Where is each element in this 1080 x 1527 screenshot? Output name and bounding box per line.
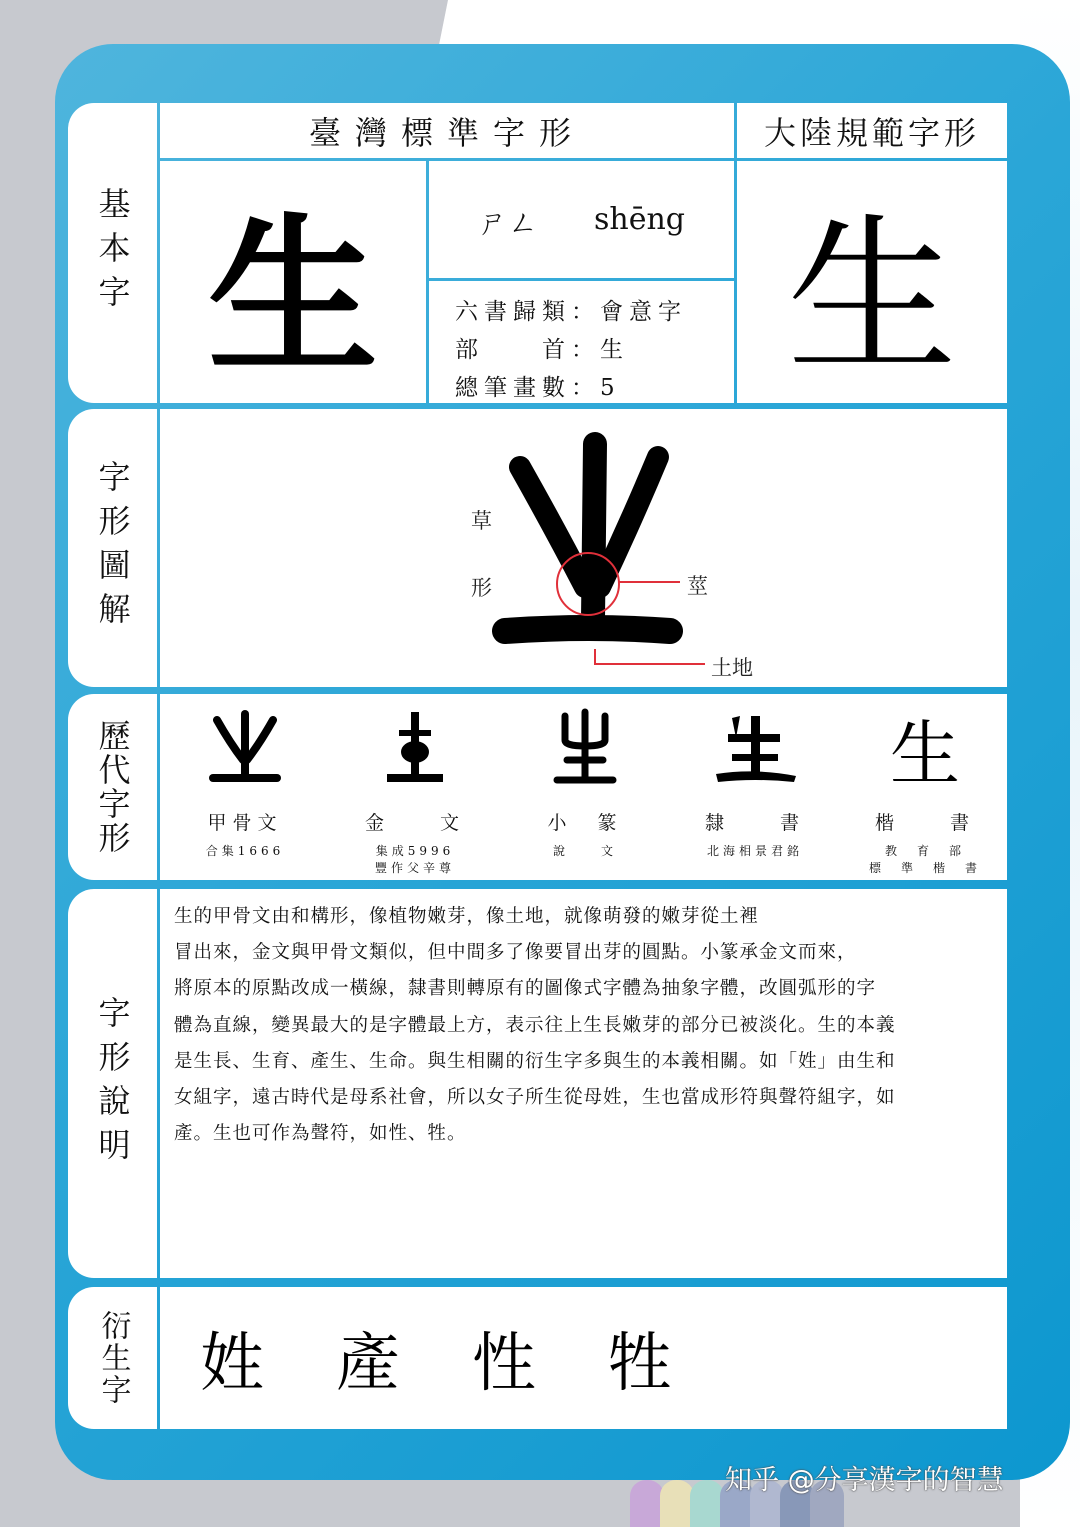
- derived-chars-panel: [160, 1287, 1007, 1429]
- form-regular-name: 楷 書: [874, 812, 975, 834]
- label-basic-char-text: 基本字: [93, 187, 132, 319]
- label-stem: 莖: [687, 574, 708, 598]
- form-small-seal-name: 小 篆: [547, 812, 623, 834]
- form-regular: [840, 694, 1010, 877]
- derived-char-xing-nature: 性: [472, 1327, 536, 1401]
- derived-char-sheng-livestock: 牲: [608, 1327, 672, 1401]
- clerical-glyph: [710, 708, 800, 788]
- explanation-line-2: 冒出來，金文與甲骨文類似，但中間多了像要冒出芽的圓點。小篆承金文而來，: [174, 942, 857, 964]
- explanation-line-1: 生的甲骨文由和構形，像植物嫩芽，像土地，就像萌發的嫩芽從土裡: [174, 906, 760, 927]
- label-derived-chars-text: 衍生字: [95, 1310, 131, 1406]
- label-derived-chars: [68, 1287, 157, 1429]
- form-small-seal: [500, 694, 670, 860]
- bronze-glyph: [375, 708, 455, 788]
- watermark: 知乎 @分享漢字的智慧: [725, 1465, 1004, 1496]
- form-oracle-bone-name: 甲骨文: [207, 812, 283, 834]
- radical-text: 部 首：生: [455, 337, 629, 363]
- derived-char-chan: 產: [336, 1327, 400, 1401]
- form-regular-source1: 教 育 部: [884, 844, 965, 858]
- taiwan-character-glyph: 生: [207, 198, 378, 397]
- pinyin-text: shēng: [594, 202, 685, 237]
- label-shape: 形: [471, 576, 492, 600]
- header-taiwan: [160, 103, 734, 158]
- label-shape-explanation: [68, 889, 157, 1278]
- label-shape-diagram-text: 字形圖解: [93, 460, 132, 636]
- oracle-glyph-diagram: [160, 409, 1007, 687]
- label-historical-forms: [68, 694, 157, 880]
- derived-char-xing-surname: 姓: [200, 1327, 264, 1401]
- form-bronze-source2: 豐作父辛尊: [374, 861, 455, 875]
- zhuyin-text: ㄕㄥ: [478, 205, 538, 241]
- oracle-bone-glyph: [205, 708, 285, 788]
- character-info: [429, 281, 734, 403]
- mainland-character: [737, 161, 1007, 403]
- form-bronze-source1: 集成5996: [375, 844, 455, 858]
- label-shape-explanation-text: 字形說明: [93, 995, 132, 1172]
- form-clerical-name: 隸 書: [704, 812, 805, 834]
- form-bronze: [330, 694, 500, 877]
- label-shape-diagram: [68, 409, 157, 687]
- header-mainland: [737, 103, 1007, 158]
- label-basic-char: [68, 103, 157, 403]
- form-oracle-bone: [160, 694, 330, 860]
- explanation-line-3: 將原本的原點改成一橫線，隸書則轉原有的圖像式字體為抽象字體，改圓弧形的字: [174, 978, 877, 1000]
- form-clerical: [670, 694, 840, 860]
- form-regular-source2: 標 準 楷 書: [868, 861, 981, 875]
- form-clerical-source: 北海相景君銘: [706, 844, 803, 858]
- form-bronze-name: 金 文: [364, 812, 465, 834]
- regular-glyph: 生: [890, 712, 960, 795]
- taiwan-character: [160, 161, 426, 403]
- shape-explanation-panel: [160, 889, 1007, 1278]
- header-mainland-text: 大陸規範字形: [763, 113, 980, 152]
- pronunciation: [429, 161, 734, 278]
- label-earth: 土地: [711, 656, 753, 680]
- historical-forms-panel: [160, 694, 1007, 880]
- label-grass: 草: [471, 509, 492, 533]
- explanation-line-5: 是生長、生育、產生、生命。與生相關的衍生字多與生的本義相關。如「姓」由生和: [174, 1050, 896, 1072]
- explanation-line-6: 女組字，遠古時代是母系社會，所以女子所生從母姓，生也當成形符與聲符組字，如: [174, 1087, 896, 1109]
- label-historical-forms-text: 歷代字形: [93, 719, 132, 855]
- form-oracle-bone-source: 合集1666: [205, 844, 285, 858]
- shape-diagram-panel: [160, 409, 1007, 687]
- explanation-line-7: 產。生也可作為聲符，如性、牲。: [174, 1123, 467, 1145]
- mainland-character-glyph: 生: [786, 198, 957, 397]
- explanation-line-4: 體為直線，變異最大的是字體最上方，表示往上生長嫩芽的部分已被淡化。生的本義: [174, 1014, 896, 1036]
- liushu-text: 六書歸類：會意字: [455, 299, 687, 325]
- header-taiwan-text: 臺灣標準字形: [308, 113, 585, 152]
- stroke-count-text: 總筆畫數：5: [455, 375, 621, 401]
- small-seal-glyph: [545, 708, 625, 788]
- form-small-seal-source: 說 文: [552, 844, 617, 858]
